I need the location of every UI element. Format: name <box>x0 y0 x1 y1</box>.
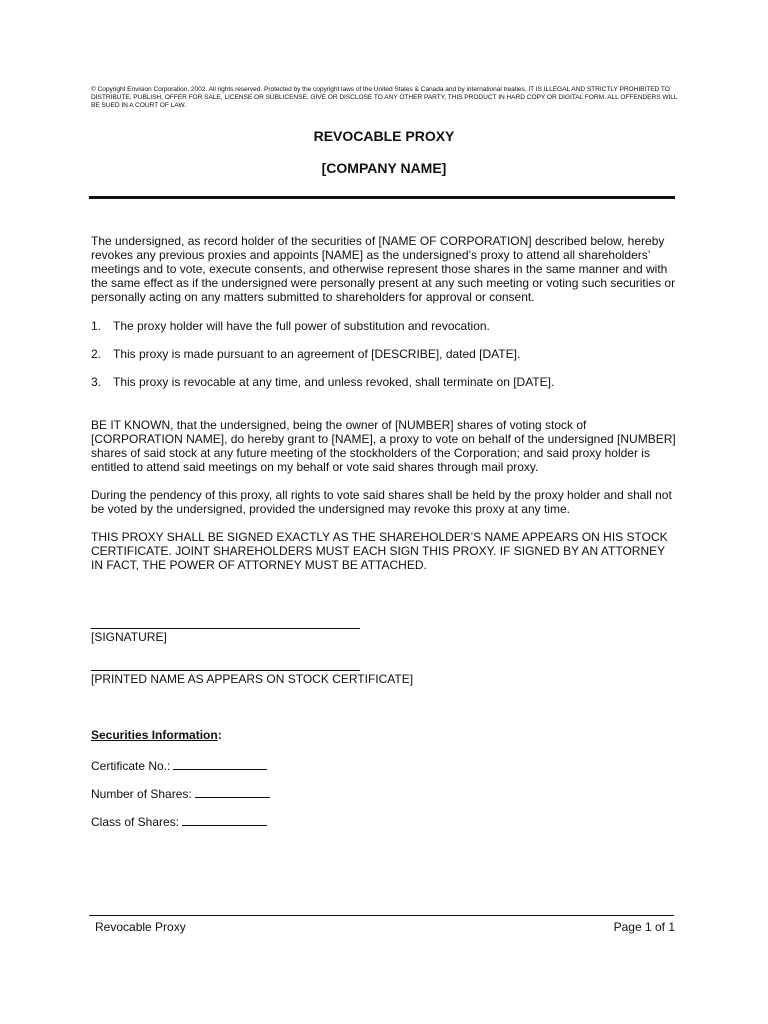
list-text: This proxy is made pursuant to an agreement of [DESCRIBE], dated [DATE]. <box>113 347 521 361</box>
certificate-field <box>91 757 267 773</box>
class-field <box>91 813 267 829</box>
certificate-label: Certificate No.: <box>91 759 171 773</box>
signing-notice-paragraph: THIS PROXY SHALL BE SIGNED EXACTLY AS THE SHAREHOLDER’S NAME APPEARS ON HIS STOCK CERTIFICATE. JOINT SHAREHOLDERS MUST EACH SIGN THIS PROXY. IF SIGNED BY AN ATTORNEY IN FACT, THE POWER OF ATTORNEY MUST BE ATTACHED. <box>91 530 668 572</box>
shares-blank <box>195 785 270 798</box>
list-number: 1. <box>91 319 102 333</box>
list-item <box>91 319 490 333</box>
copyright-notice: © Copyright Envision Corporation, 2002. All rights reserved. Protected by the copyright laws of the United States & Canada and by international treaties. IT IS ILLEGAL AND STRICTLY PROHIBITED TO DISTRIBUTE, PUBLISH, OFFER FOR SALE, LICENSE OR SUBLICENSE, GIVE OR DISCLOSE TO ANY OTHER PARTY, THIS PRODUCT IN HARD COPY OR DIGITAL FORM. ALL OFFENDERS WILL BE SUED IN A COURT OF LAW. <box>91 86 678 109</box>
class-blank <box>182 813 267 826</box>
be-it-known-paragraph: BE IT KNOWN, that the undersigned, being the owner of [NUMBER] shares of voting stock of [CORPORATION NAME], do hereby grant to [NAME], a proxy to vote on behalf of the undersigned [NUMBER] shares of said stock at any future meeting of the stockholders of the Corporation; and said proxy holder is entitled to attend said meetings on my behalf or vote said shares through mail proxy. <box>91 418 676 474</box>
printed-name-line <box>91 670 360 671</box>
printed-name-label: [PRINTED NAME AS APPEARS ON STOCK CERTIFICATE] <box>91 672 414 686</box>
list-number: 2. <box>91 347 102 361</box>
intro-paragraph: The undersigned, as record holder of the securities of [NAME OF CORPORATION] described below, hereby revokes any previous proxies and appoints [NAME] as the undersigned’s proxy to attend all shareholders’ meetings and to vote, execute consents, and otherwise represent those shares in the same manner and with the same effect as if the undersigned were personally present at any such meeting or voting such securities or personally acting on any matters submitted to shareholders for approval or consent. <box>91 234 676 304</box>
footer-doc-name: Revocable Proxy <box>95 920 186 934</box>
shares-field <box>91 785 270 801</box>
list-text: The proxy holder will have the full power of substitution and revocation. <box>113 319 490 333</box>
shares-label: Number of Shares: <box>91 787 192 801</box>
list-item <box>91 347 520 361</box>
list-text: This proxy is revocable at any time, and unless revoked, shall terminate on [DATE]. <box>113 375 555 389</box>
company-name: [COMPANY NAME] <box>321 160 447 176</box>
class-label: Class of Shares: <box>91 815 180 829</box>
pendency-paragraph: During the pendency of this proxy, all rights to vote said shares shall be held by the proxy holder and shall not be voted by the undersigned, provided the undersigned may revoke this proxy at any time. <box>91 488 672 516</box>
signature-line <box>91 628 360 629</box>
list-item <box>91 375 554 389</box>
certificate-blank <box>173 757 267 770</box>
footer-rule <box>89 915 674 916</box>
securities-heading-colon: : <box>217 728 222 742</box>
list-number: 3. <box>91 375 102 389</box>
securities-heading-text: Securities Information <box>91 728 218 742</box>
footer-page-number: Page 1 of 1 <box>613 920 675 934</box>
title-rule <box>89 196 675 199</box>
securities-heading <box>91 728 222 742</box>
signature-label: [SIGNATURE] <box>91 630 167 644</box>
document-title: REVOCABLE PROXY <box>313 128 455 144</box>
